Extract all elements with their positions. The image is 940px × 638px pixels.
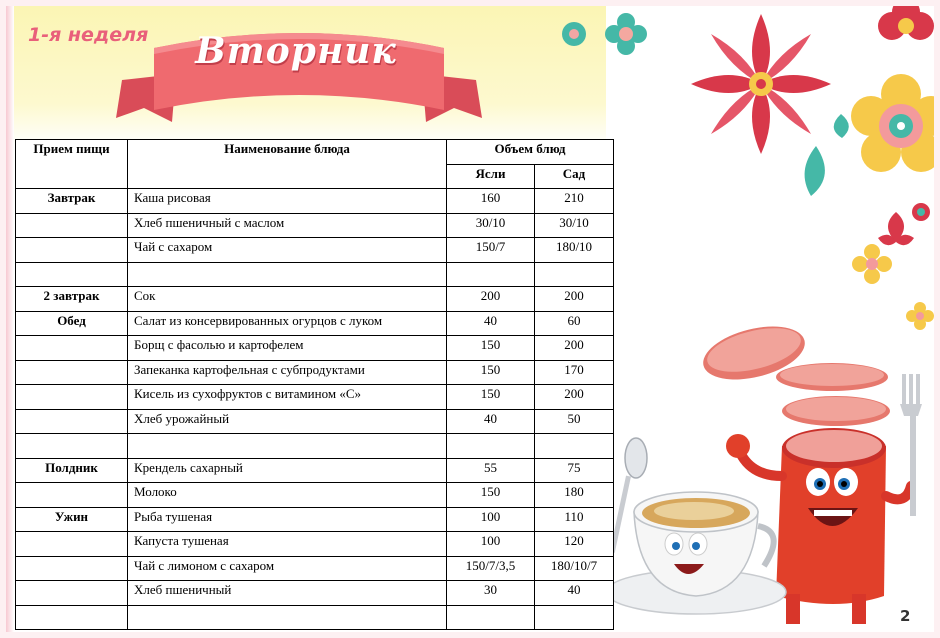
nursery-cell: 150 (447, 336, 535, 361)
nursery-cell: 150/7/3,5 (447, 556, 535, 581)
kindergarten-cell: 110 (535, 507, 614, 532)
table-row (16, 262, 614, 287)
dish-cell (128, 434, 447, 459)
table-row (16, 213, 614, 238)
kindergarten-cell: 200 (535, 287, 614, 312)
table-row (16, 385, 614, 410)
meal-cell: Полдник (16, 458, 128, 483)
meal-cell (16, 532, 128, 557)
nursery-cell: 150/7 (447, 238, 535, 263)
dish-cell: Запеканка картофельная с субпродуктами (128, 360, 447, 385)
dish-cell: Борщ с фасолью и картофелем (128, 336, 447, 361)
table-row (16, 311, 614, 336)
menu-table-body (16, 189, 614, 630)
table-row (16, 483, 614, 508)
table-row (16, 287, 614, 312)
table-row (16, 556, 614, 581)
nursery-cell: 200 (447, 287, 535, 312)
kindergarten-cell: 200 (535, 336, 614, 361)
meal-cell (16, 238, 128, 263)
table-row (16, 581, 614, 606)
kindergarten-cell (535, 605, 614, 630)
table-row (16, 434, 614, 459)
meal-cell (16, 385, 128, 410)
dish-cell: Рыба тушеная (128, 507, 447, 532)
nursery-cell: 40 (447, 409, 535, 434)
dish-cell: Каша рисовая (128, 189, 447, 214)
meal-cell: 2 завтрак (16, 287, 128, 312)
menu-page (6, 6, 934, 632)
nursery-cell: 150 (447, 385, 535, 410)
kindergarten-cell: 75 (535, 458, 614, 483)
table-row (16, 360, 614, 385)
dish-cell: Сок (128, 287, 447, 312)
dish-cell: Чай с сахаром (128, 238, 447, 263)
nursery-cell: 150 (447, 483, 535, 508)
meal-cell: Ужин (16, 507, 128, 532)
table-row (16, 238, 614, 263)
nursery-column-header: Ясли (447, 164, 535, 189)
meal-column-header: Прием пищи (16, 140, 128, 189)
dish-cell: Чай с лимоном с сахаром (128, 556, 447, 581)
table-row (16, 336, 614, 361)
kindergarten-cell: 180/10 (535, 238, 614, 263)
meal-cell (16, 336, 128, 361)
table-row (16, 605, 614, 630)
dish-cell: Молоко (128, 483, 447, 508)
meal-cell: Обед (16, 311, 128, 336)
table-row (16, 458, 614, 483)
kindergarten-cell: 200 (535, 385, 614, 410)
kindergarten-cell (535, 262, 614, 287)
dish-column-header: Наименование блюда (128, 140, 447, 189)
dish-cell: Салат из консервированных огурцов с луком (128, 311, 447, 336)
dish-cell: Хлеб пшеничный с маслом (128, 213, 447, 238)
nursery-cell (447, 605, 535, 630)
meal-cell (16, 262, 128, 287)
dish-cell: Капуста тушеная (128, 532, 447, 557)
meal-cell (16, 483, 128, 508)
nursery-cell: 150 (447, 360, 535, 385)
kindergarten-cell: 180/10/7 (535, 556, 614, 581)
dish-cell: Кисель из сухофруктов с витамином «С» (128, 385, 447, 410)
table-row (16, 507, 614, 532)
nursery-cell: 40 (447, 311, 535, 336)
meal-cell (16, 556, 128, 581)
table-row (16, 189, 614, 214)
table-row (16, 409, 614, 434)
dish-cell: Хлеб пшеничный (128, 581, 447, 606)
page-number: 2 (900, 607, 911, 625)
kindergarten-cell: 30/10 (535, 213, 614, 238)
kindergarten-column-header: Сад (535, 164, 614, 189)
dish-cell: Крендель сахарный (128, 458, 447, 483)
kindergarten-cell: 180 (535, 483, 614, 508)
kindergarten-cell (535, 434, 614, 459)
meal-cell (16, 213, 128, 238)
dish-cell: Хлеб урожайный (128, 409, 447, 434)
meal-cell (16, 605, 128, 630)
nursery-cell: 55 (447, 458, 535, 483)
nursery-cell (447, 262, 535, 287)
nursery-cell: 30/10 (447, 213, 535, 238)
kindergarten-cell: 170 (535, 360, 614, 385)
meal-cell (16, 434, 128, 459)
nursery-cell (447, 434, 535, 459)
week-label: 1-я неделя (28, 24, 149, 46)
kindergarten-cell: 210 (535, 189, 614, 214)
kindergarten-cell: 40 (535, 581, 614, 606)
nursery-cell: 100 (447, 532, 535, 557)
day-title: Вторник (195, 30, 397, 72)
nursery-cell: 30 (447, 581, 535, 606)
nursery-cell: 160 (447, 189, 535, 214)
volume-column-header: Объем блюд (447, 140, 614, 165)
meal-cell (16, 360, 128, 385)
dish-cell (128, 262, 447, 287)
kindergarten-cell: 50 (535, 409, 614, 434)
dish-cell (128, 605, 447, 630)
menu-table (15, 139, 614, 630)
meal-cell (16, 409, 128, 434)
kindergarten-cell: 120 (535, 532, 614, 557)
table-row (16, 532, 614, 557)
meal-cell (16, 581, 128, 606)
meal-cell: Завтрак (16, 189, 128, 214)
kindergarten-cell: 60 (535, 311, 614, 336)
nursery-cell: 100 (447, 507, 535, 532)
